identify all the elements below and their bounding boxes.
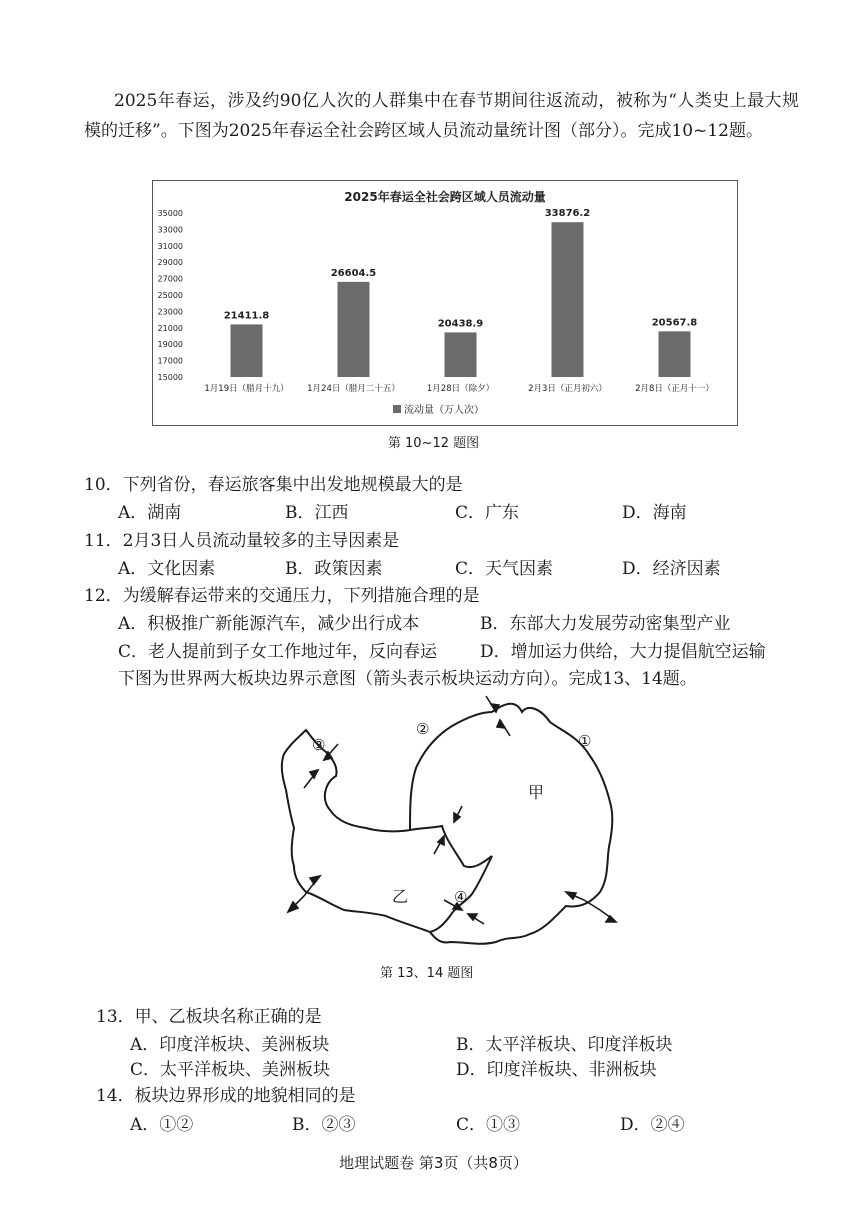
- option-11b[interactable]: B．政策因素: [285, 559, 383, 579]
- x-tick-label: 2月3日（正月初六）: [528, 384, 607, 394]
- y-tick-label: 17000: [157, 356, 183, 366]
- bar: [659, 331, 691, 377]
- y-tick-label: 23000: [157, 307, 183, 317]
- marker-1: ①: [578, 732, 592, 750]
- option-13b[interactable]: B．太平洋板块、印度洋板块: [456, 1035, 673, 1055]
- option-13c[interactable]: C．太平洋板块、美洲板块: [130, 1060, 331, 1080]
- question-number: 12．: [84, 586, 123, 606]
- option-11a[interactable]: A．文化因素: [118, 559, 216, 579]
- option-10a[interactable]: A．湖南: [118, 503, 182, 523]
- option-13a[interactable]: A．印度洋板块、美洲板块: [130, 1035, 330, 1055]
- y-tick-label: 27000: [157, 274, 183, 284]
- question-stem: 为缓解春运带来的交通压力，下列措施合理的是: [122, 586, 480, 606]
- option-12b[interactable]: B．东部大力发展劳动密集型产业: [480, 614, 731, 634]
- bar: [552, 222, 584, 377]
- map-intro: 下图为世界两大板块边界示意图（箭头表示板块运动方向）。完成13、14题。: [118, 669, 697, 689]
- bar: [231, 324, 263, 377]
- question-13: [96, 1002, 322, 1027]
- chart-caption: 第 10~12 题图: [387, 436, 480, 451]
- label-yi: 乙: [392, 887, 409, 906]
- option-11c[interactable]: C．天气因素: [455, 559, 554, 579]
- y-tick-label: 21000: [157, 323, 183, 333]
- question-stem: 下列省份，春运旅客集中出发地规模最大的是: [122, 475, 463, 495]
- question-stem: 甲、乙板块名称正确的是: [134, 1007, 322, 1027]
- marker-2: ②: [416, 720, 430, 738]
- question-number: 13．: [96, 1007, 135, 1027]
- map-caption: 第 13、14 题图: [380, 966, 474, 981]
- y-tick-label: 19000: [157, 340, 183, 350]
- page-footer: 地理试题卷 第3页（共8页）: [339, 1154, 528, 1172]
- option-14c[interactable]: C．①③: [456, 1115, 521, 1135]
- intro-paragraph: 2025年春运，涉及约90亿人次的人群集中在春节期间往返流动，被称为“人类史上最大规模的迁移”。下图为2025年春运全社会跨区域人员流动量统计图（部分）。完成10~12题。: [84, 91, 799, 141]
- question-number: 14．: [96, 1086, 135, 1106]
- divergent-arrow-left: [288, 876, 320, 912]
- option-12c[interactable]: C．老人提前到子女工作地过年，反向春运: [118, 642, 438, 662]
- chart-legend: [393, 403, 484, 416]
- x-tick-label: 1月19日（腊月十九）: [204, 384, 289, 394]
- x-tick-label: 1月28日（除夕）: [426, 384, 495, 394]
- label-jia: 甲: [528, 783, 545, 802]
- option-12a[interactable]: A．积极推广新能源汽车，减少出行成本: [118, 614, 420, 634]
- option-13d[interactable]: D．印度洋板块、非洲板块: [456, 1060, 657, 1080]
- legend-swatch: [393, 405, 401, 413]
- question-14: [96, 1081, 356, 1106]
- x-tick-label: 1月24日（腊月二十五）: [307, 384, 400, 394]
- bar: [445, 332, 477, 377]
- question-number: 11．: [84, 531, 123, 551]
- y-tick-label: 25000: [157, 291, 183, 300]
- bar-value-label: 21411.8: [223, 310, 270, 322]
- bar-value-label: 20567.8: [651, 317, 698, 329]
- option-14b[interactable]: B．②③: [292, 1115, 356, 1135]
- x-tick-label: 2月8日（正月十一）: [635, 384, 714, 394]
- bar-value-label: 20438.9: [437, 318, 484, 330]
- option-14a[interactable]: A．①②: [130, 1115, 194, 1135]
- convergent-arrow-2: [486, 696, 510, 736]
- y-tick-label: 15000: [157, 373, 183, 382]
- option-12d[interactable]: D．增加运力供给，大力提倡航空运输: [480, 642, 766, 662]
- question-stem: 2月3日人员流动量较多的主导因素是: [122, 531, 400, 551]
- y-tick-label: 31000: [157, 241, 183, 251]
- bar-value-label: 33876.2: [544, 208, 591, 220]
- marker-4: ④: [454, 888, 468, 906]
- bar-chart: [152, 180, 738, 426]
- question-12: [84, 581, 480, 606]
- chart-title: 2025年春运全社会跨区域人员流动量: [344, 190, 546, 204]
- bar-value-label: 26604.5: [330, 267, 377, 279]
- y-tick-label: 35000: [157, 209, 183, 218]
- question-10: [84, 470, 463, 495]
- question-stem: 板块边界形成的地貌相同的是: [134, 1086, 356, 1106]
- option-10c[interactable]: C．广东: [455, 503, 520, 523]
- y-tick-label: 33000: [157, 225, 183, 235]
- bar: [338, 282, 370, 377]
- y-tick-label: 29000: [157, 258, 183, 268]
- question-number: 10．: [84, 475, 123, 495]
- option-10b[interactable]: B．江西: [285, 503, 349, 523]
- plate-boundary-map: [260, 690, 640, 960]
- legend-label: 流动量（万人次）: [404, 405, 484, 416]
- convergent-arrow-center: [434, 806, 462, 854]
- option-14d[interactable]: D．②④: [620, 1115, 685, 1135]
- marker-3: ③: [312, 736, 326, 754]
- option-11d[interactable]: D．经济因素: [622, 559, 721, 579]
- chart-svg: [153, 181, 737, 425]
- plate-outline: [282, 704, 612, 944]
- question-11: [84, 526, 399, 551]
- option-10d[interactable]: D．海南: [622, 503, 687, 523]
